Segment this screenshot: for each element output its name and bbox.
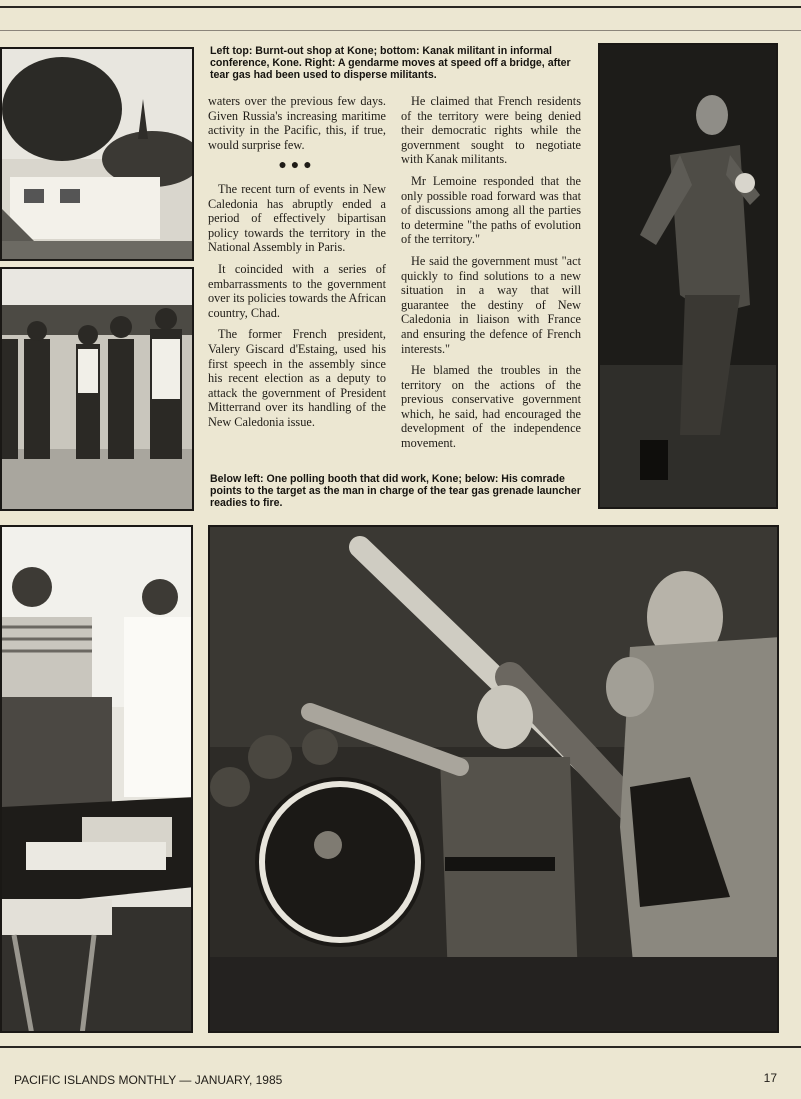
article-paragraph: It coincided with a series of embarrassments to the government over its policies towards the African country, Chad. (208, 261, 386, 320)
bottom-rule (0, 1046, 801, 1048)
article-paragraph: The recent turn of events in New Caledonia has abruptly ended a period of effectively bipartisan policy towards the territory in the National Assembly in Paris. (208, 181, 386, 255)
section-separator: ●●● (278, 158, 316, 174)
photo-caption-top: Left top: Burnt-out shop at Kone; bottom: Kanak militant in informal conference, Kone. Right: A gendarme moves at speed off a bridge, after tear gas had been used to disperse militants. (210, 45, 571, 81)
article-paragraph: He blamed the troubles in the territory on the actions of the previous conservative government which, he said, had encouraged the development of the independence movement. (401, 363, 581, 451)
article-paragraph: Mr Lemoine responded that the only possible road forward was that of discussions among all the parties to determine "the paths of evolution of the territory." (401, 173, 581, 247)
photo-gendarme (598, 43, 778, 509)
article-column-2 (401, 94, 581, 458)
article-paragraph: He claimed that French residents of the territory were being denied their democratic rights while the government sought to negotiate with Kanak militants. (401, 94, 581, 167)
page-number: 17 (763, 1071, 777, 1085)
footer-publication: PACIFIC ISLANDS MONTHLY — JANUARY, 1985 (14, 1073, 283, 1087)
photo-burnt-out-shop (0, 47, 194, 261)
photo-tear-gas-launcher (208, 525, 779, 1033)
photo-kanak-militants (0, 267, 194, 511)
photo-caption-middle: Below left: One polling booth that did work, Kone; below: His comrade points to the target as the man in charge of the tear gas grenade launcher readies to fire. (210, 473, 581, 509)
article-paragraph: waters over the previous few days. Given Russia's increasing maritime activity in the Pacific, this, if true, would surprise few. (208, 94, 386, 152)
article-paragraph: The former French president, Valery Giscard d'Estaing, used his first speech in the assembly since his recent election as a deputy to attack the government of President Mitterrand over its handling of the New Caledonia issue. (208, 327, 386, 429)
top-rule-thin (0, 30, 801, 31)
article-paragraph: He said the government must "act quickly to find solutions to a new situation in a way that will guarantee the destiny of New Caledonia in liaison with France and ensuring the defence of French interests." (401, 253, 581, 356)
article-column-1 (208, 94, 386, 436)
top-rule (0, 6, 801, 8)
photo-polling-booth (0, 525, 193, 1033)
